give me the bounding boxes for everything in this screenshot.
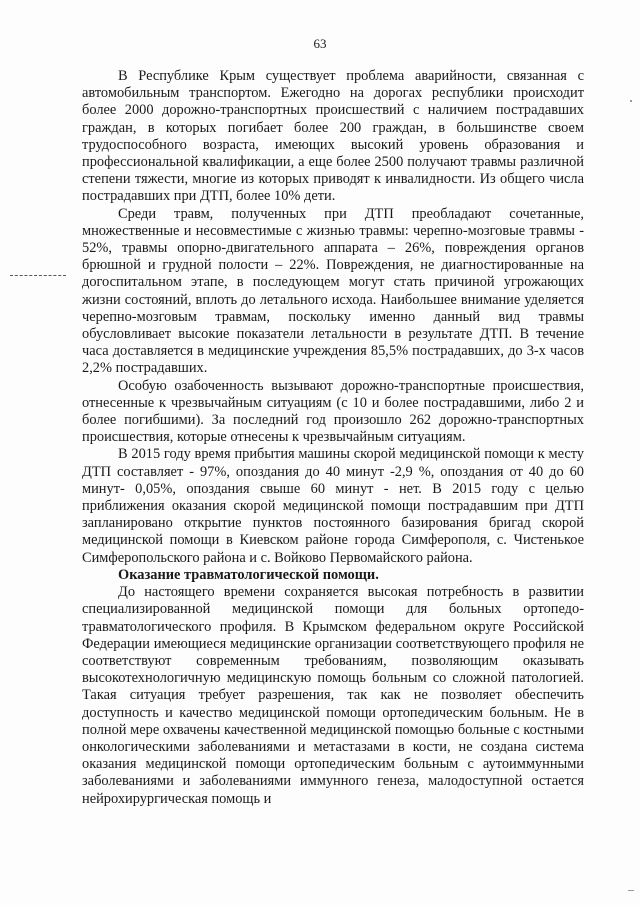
document-body <box>82 68 584 808</box>
section-heading: Оказание травматологической помощи. <box>118 566 379 583</box>
margin-dash-mark <box>10 275 66 276</box>
paragraph-ambulance-timing: В 2015 году время прибытия машины скорой медицинской помощи к месту ДТП составляет - 97%, опоздания до 40 минут -2,9 %, опоздания от 40 до 60 минут- 0,05%, опоздания свыше 60 минут - нет. В 2015 году с целью приближения оказания скорой медицинской помощи пострадавшим при ДТП запланировано открытие пунктов постоянного базирования бригад скорой медицинской помощи в Киевском районе города Симферополя, с. Чистенькое Симферопольского района и с. Войково Первомайского района. <box>82 446 584 566</box>
paragraph-orthopedic-care: До настоящего времени сохраняется высокая потребность в развитии специализированной медицинской помощи для больных ортопедо-травматологического профиля. В Крымском федеральном округе Российской Федерации имеющиеся медицинские организации соответствующего профиля не соответствуют современным требованиям, позволяющим оказывать высокотехнологичную медицинскую помощь больным со сложной патологией. Такая ситуация требует разрешения, так как не позволяет обеспечить доступность и качество медицинской помощи ортопедическим больным. Не в полной мере охвачены качественной медицинской помощью больные с костными онкологическими заболеваниями и метастазами в кости, не создана система оказания медицинской помощи ортопедическим больным с аутоиммунными заболеваниями и заболеваниями иммунного генеза, малодоступной остается нейрохирургическая помощь и <box>82 584 584 807</box>
scan-speck <box>628 890 634 891</box>
paragraph-injury-types: Среди травм, полученных при ДТП преобладают сочетанные, множественные и несовместимые с жизнью травмы: черепно-мозговые травмы - 52%, травмы опорно-двигательного аппарата – 26%, повреждения органов брюшной и грудной полости – 22%. Повреждения, не диагностированные на догоспитальном этапе, в последующем могут стать причиной угрожающих жизни состояний, вплоть до летального исхода. Наибольшее внимание уделяется черепно-мозговым травмам, поскольку именно данный вид травмы обусловливает высокие показатели летальности в результате ДТП. В течение часа доставляется в медицинские учреждения 85,5% пострадавших, до 3-х часов 2,2% пострадавших. <box>82 205 584 377</box>
scan-speck <box>630 100 632 102</box>
paragraph-road-accidents: В Республике Крым существует проблема аварийности, связанная с автомобильным транспортом. Ежегодно на дорогах республики происходит более 2000 дорожно-транспортных происшествий с наличием пострадавших граждан, в которых погибает более 200 граждан, в большинстве своем трудоспособного возраста, имеющих высокий уровень образования и профессиональной квалификации, а еще более 2500 получают травмы различной степени тяжести, многие из которых приводят к инвалидности. Из общего числа пострадавших при ДТП, более 10% дети. <box>82 68 584 205</box>
paragraph-emergency-situations: Особую озабоченность вызывают дорожно-транспортные происшествия, отнесенные к чрезвычайным ситуациям (с 10 и более пострадавшими, либо 2 и более погибшими). За последний год произошло 262 дорожно-транспортных происшествия, которые отнесены к чрезвычайным ситуациям. <box>82 377 584 446</box>
page-number: 63 <box>313 36 327 51</box>
